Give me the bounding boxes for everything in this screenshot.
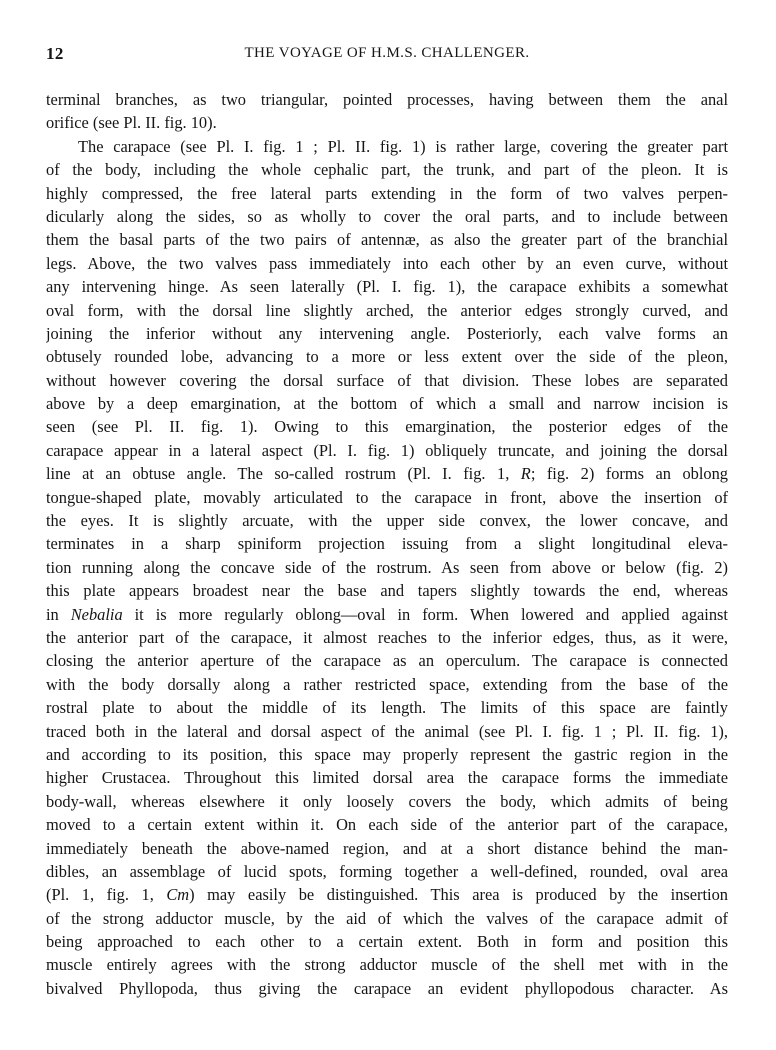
text-line: higher Crustacea. Throughout this limited dorsal area the carapace forms the immediate: [46, 768, 728, 788]
text-line: orifice (see Pl. II. fig. 10).: [46, 113, 217, 133]
text-line: immediately beneath the above-named region, and at a short distance behind the man-: [46, 838, 728, 858]
text-line: without however covering the dorsal surface of that division. These lobes are separated: [46, 370, 728, 390]
text-line: the anterior part of the carapace, it almost reaches to the inferior edges, thus, as it were,: [46, 627, 728, 647]
text-line: tion running along the concave side of the rostrum. As seen from above or below (fig. 2): [46, 557, 728, 577]
text-line: line at an obtuse angle. The so-called rostrum (Pl. I. fig. 1, R; fig. 2) forms an oblong: [46, 464, 728, 484]
text-line: moved to a certain extent within it. On each side of the anterior part of the carapace,: [46, 815, 728, 835]
text-line: seen (see Pl. II. fig. 1). Owing to this emargination, the posterior edges of the: [46, 417, 728, 437]
text-line: and according to its position, this space may properly represent the gastric region in the: [46, 744, 728, 764]
body-text: [46, 88, 728, 1000]
text-line: highly compressed, the free lateral parts extending in the form of two valves perpen-: [46, 183, 728, 203]
text-line: body-wall, whereas elsewhere it only loosely covers the body, which admits of being: [46, 791, 728, 811]
text-line: of the strong adductor muscle, by the aid of which the valves of the carapace admit of: [46, 908, 728, 928]
text-line: obtusely rounded lobe, advancing to a more or less extent over the side of the pleon,: [46, 347, 728, 367]
text-line: The carapace (see Pl. I. fig. 1 ; Pl. II. fig. 1) is rather large, covering the greater part: [78, 136, 728, 156]
text-line: being approached to each other to a certain extent. Both in form and position this: [46, 932, 728, 952]
running-title: THE VOYAGE OF H.M.S. CHALLENGER.: [244, 45, 530, 61]
text-line: dibles, an assemblage of lucid spots, forming together a well-defined, rounded, oval area: [46, 861, 728, 881]
text-line: them the basal parts of the two pairs of antennæ, as also the greater part of the branchial: [46, 230, 728, 250]
text-line: closing the anterior aperture of the carapace as an operculum. The carapace is connected: [46, 651, 728, 671]
text-line: of the body, including the whole cephalic part, the trunk, and part of the pleon. It is: [46, 160, 728, 180]
text-line: this plate appears broadest near the base and tapers slightly towards the end, whereas: [46, 581, 728, 601]
text-line: (Pl. 1, fig. 1, Cm) may easily be distinguished. This area is produced by the insertion: [46, 885, 728, 905]
text-line: in Nebalia it is more regularly oblong—oval in form. When lowered and applied against: [46, 604, 728, 624]
page-header: [46, 44, 728, 66]
text-line: rostral plate to about the middle of its length. The limits of this space are faintly: [46, 698, 728, 718]
text-line: carapace appear in a lateral aspect (Pl. I. fig. 1) obliquely truncate, and joining the dorsal: [46, 440, 728, 460]
page-number: 12: [46, 44, 64, 63]
text-line: terminates in a sharp spiniform projection issuing from a slight longitudinal eleva-: [46, 534, 728, 554]
text-line: above by a deep emargination, at the bottom of which a small and narrow incision is: [46, 394, 728, 414]
text-line: with the body dorsally along a rather restricted space, extending from the base of the: [46, 674, 728, 694]
text-line: terminal branches, as two triangular, pointed processes, having between them the anal: [46, 90, 728, 109]
text-line: tongue-shaped plate, movably articulated to the carapace in front, above the insertion of: [46, 487, 728, 507]
text-line: oval form, with the dorsal line slightly arched, the anterior edges strongly curved, and: [46, 300, 728, 320]
text-line: dicularly along the sides, so as wholly to cover the oral parts, and to include between: [46, 206, 728, 226]
text-line: legs. Above, the two valves pass immediately into each other by an even curve, without: [46, 253, 728, 273]
text-line: the eyes. It is slightly arcuate, with the upper side convex, the lower concave, and: [46, 511, 728, 531]
text-line: joining the inferior without any intervening angle. Posteriorly, each valve forms an: [46, 323, 728, 343]
text-line: any intervening hinge. As seen laterally (Pl. I. fig. 1), the carapace exhibits a somewhat: [46, 277, 728, 297]
text-line: traced both in the lateral and dorsal aspect of the animal (see Pl. I. fig. 1 ; Pl. II. fig. 1),: [46, 721, 728, 741]
text-line: muscle entirely agrees with the strong adductor muscle of the shell met with in the: [46, 955, 728, 975]
text-line: bivalved Phyllopoda, thus giving the carapace an evident phyllopodous character. As: [46, 978, 728, 998]
